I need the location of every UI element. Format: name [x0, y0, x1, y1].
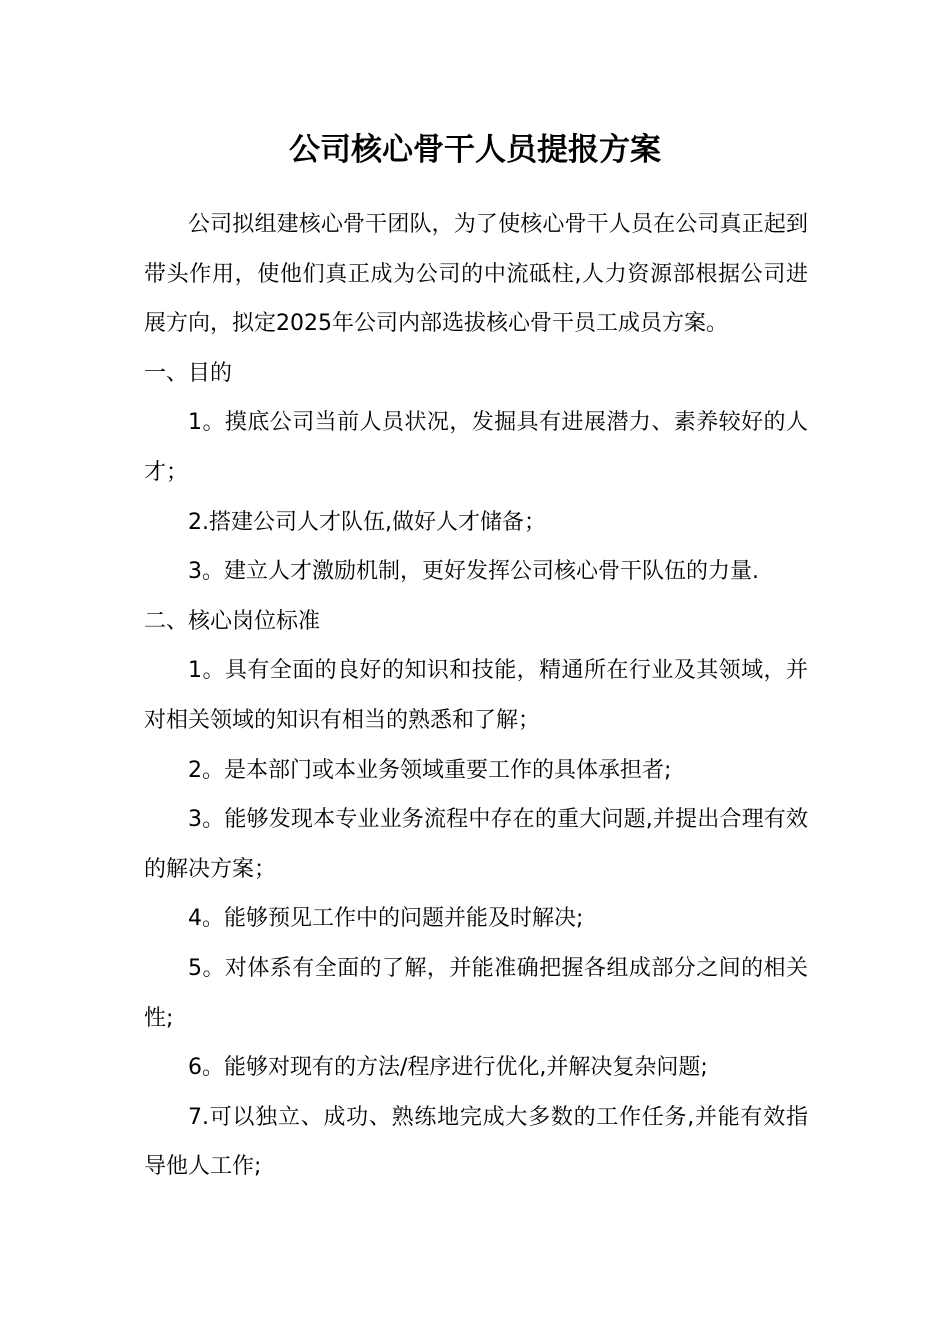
intro-paragraph: 公司拟组建核心骨干团队，为了使核心骨干人员在公司真正起到带头作用，使他们真正成为公司的中流砥柱,人力资源部根据公司进展方向，拟定2025年公司内部选拔核心骨干员工成员方案。 — [144, 212, 808, 337]
list-item: 7.可以独立、成功、熟练地完成大多数的工作任务,并能有效指导他人工作; — [144, 1104, 808, 1180]
section-heading-purpose: 一、目的 — [144, 360, 233, 386]
document-title: 公司核心骨干人员提报方案 — [289, 132, 661, 168]
list-item: 5。对体系有全面的了解，并能准确把握各组成部分之间的相关性; — [144, 955, 808, 1031]
list-item: 1。摸底公司当前人员状况，发掘具有进展潜力、素养较好的人才； — [144, 410, 808, 485]
list-item: 3。能够发现本专业业务流程中存在的重大问题,并提出合理有效的解决方案； — [144, 807, 808, 882]
list-item: 3。建立人才激励机制，更好发挥公司核心骨干队伍的力量. — [188, 559, 759, 585]
section-heading-core-standards: 二、核心岗位标准 — [144, 608, 321, 634]
list-item: 2.搭建公司人才队伍,做好人才储备； — [188, 509, 546, 535]
document-body — [144, 200, 808, 1192]
list-item: 6。能够对现有的方法/程序进行优化,并解决复杂问题; — [188, 1055, 708, 1081]
list-item: 4。能够预见工作中的问题并能及时解决; — [188, 906, 584, 932]
list-item: 2。是本部门或本业务领域重要工作的具体承担者; — [188, 757, 672, 783]
list-item: 1。具有全面的良好的知识和技能，精通所在行业及其领域，并对相关领域的知识有相当的熟悉和了解； — [144, 658, 808, 733]
